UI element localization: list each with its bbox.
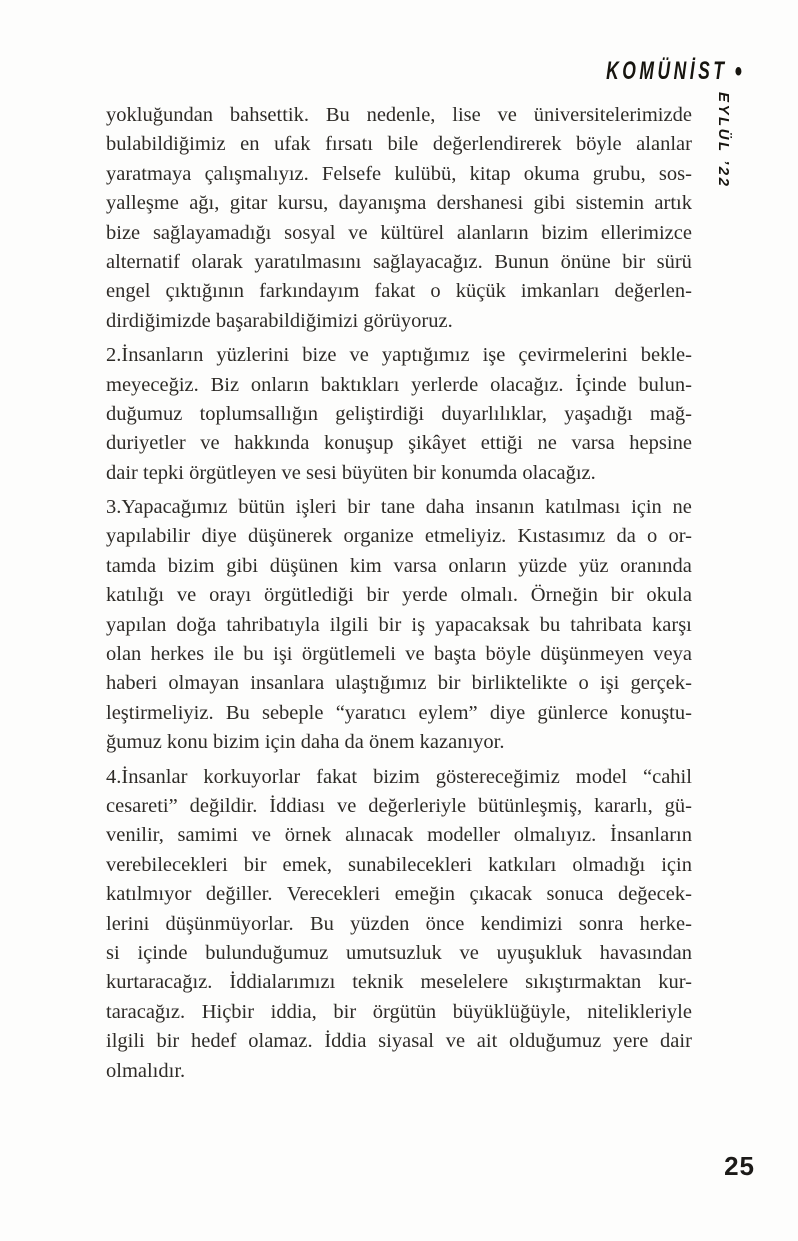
text-line: verebilecekleri bir emek, sunabilecekleri katkıları olmadığı için bbox=[106, 853, 692, 876]
text-line: ilgili bir hedef olamaz. İddia siyasal ve ait olduğumuz yere dair bbox=[106, 1030, 692, 1053]
paragraph bbox=[106, 763, 692, 1086]
text-line: meyeceğiz. Biz onların baktıkları yerlerde olacağız. İçinde bulun- bbox=[106, 373, 692, 396]
text-line: venilir, samimi ve örnek alınacak modeller olmalıyız. İnsanların bbox=[106, 824, 692, 847]
bullet-icon: • bbox=[734, 55, 742, 88]
text-line: yokluğundan bahsettik. Bu nedenle, lise ve üniversitelerimizde bbox=[106, 104, 692, 126]
issue-date-vertical: EYLÜL ’22 bbox=[715, 92, 732, 189]
text-line: tamda bizim gibi düşünen kim varsa onların yüzde yüz oranında bbox=[106, 554, 692, 577]
text-line: dair tepki örgütleyen ve sesi büyüten bir konumda olacağız. bbox=[106, 461, 596, 484]
text-line: yalleşme ağı, gitar kursu, dayanışma dershanesi gibi sistemin artık bbox=[106, 192, 692, 215]
text-line: kurtaracağız. İddialarımızı teknik meselelere sıkıştırmaktan kur- bbox=[106, 971, 692, 994]
text-line: yapılabilir diye düşünerek organize etmeliyiz. Kıstasımız da o or- bbox=[106, 525, 692, 548]
text-line: katılmıyor değiller. Verecekleri emeğin çıkacak sonuca değecek- bbox=[106, 883, 692, 906]
text-line: taracağız. Hiçbir iddia, bir örgütün büyüklüğüyle, nitelikleriyle bbox=[106, 1000, 692, 1023]
text-line: engel çıktığının farkındayım fakat o küçük imkanları değerlen- bbox=[106, 280, 692, 303]
text-line: olan herkes ile bu işi örgütlemeli ve başta böyle düşünmeyen veya bbox=[106, 643, 692, 666]
magazine-title: KOMÜNİST bbox=[606, 56, 728, 85]
page-header bbox=[606, 55, 742, 87]
text-line: 4.İnsanlar korkuyorlar fakat bizim göstereceğimiz model “cahil bbox=[106, 765, 692, 788]
text-line: haberi olmayan insanlara ulaştığımız bir birliktelikte o işi gerçek- bbox=[106, 672, 692, 695]
text-line: 3.Yapacağımız bütün işleri bir tane daha insanın katılması için ne bbox=[106, 496, 692, 519]
article-body bbox=[106, 101, 692, 1091]
text-line: yaratmaya çalışmalıyız. Felsefe kulübü, kitap okuma grubu, sos- bbox=[106, 162, 692, 185]
text-line: si içinde bulunduğumuz umutsuzluk ve uyuşukluk havasından bbox=[106, 941, 692, 964]
text-line: duriyetler ve hakkında konuşup şikâyet ettiği ne varsa hepsine bbox=[106, 432, 692, 455]
text-line: duğumuz toplumsallığın geliştirdiği duyarlılıklar, yaşadığı mağ- bbox=[106, 402, 692, 425]
text-line: leştirmeliyiz. Bu sebeple “yaratıcı eylem” diye günlerce konuştu- bbox=[106, 701, 692, 724]
text-line: lerini düşünmüyorlar. Bu yüzden önce kendimizi sonra herke- bbox=[106, 912, 692, 935]
paragraph bbox=[106, 101, 692, 336]
text-line: yapılan doğa tahribatıyla ilgili bir iş yapacaksak bu tahribata karşı bbox=[106, 613, 692, 636]
text-line: alternatif olarak yaratılmasını sağlayacağız. Bunun önüne bir sürü bbox=[106, 250, 692, 273]
text-line: cesareti” değildir. İddiası ve değerleriyle bütünleşmiş, kararlı, gü- bbox=[106, 794, 692, 817]
paragraph bbox=[106, 341, 692, 488]
text-line: olmalıdır. bbox=[106, 1059, 186, 1082]
text-line: dirdiğimizde başarabildiğimizi görüyoruz. bbox=[106, 309, 453, 332]
text-line: ğumuz konu bizim için daha da önem kazanıyor. bbox=[106, 731, 505, 754]
page-number: 25 bbox=[724, 1151, 755, 1181]
text-line: bulabildiğimiz en ufak fırsatı bile değerlendirerek böyle alanlar bbox=[106, 133, 692, 156]
text-line: bize sağlayamadığı sosyal ve kültürel alanların bizim ellerimizce bbox=[106, 221, 692, 244]
text-line: katılığı ve orayı örgütlediği bir yerde olmalı. Örneğin bir okula bbox=[106, 584, 692, 607]
text-line: 2.İnsanların yüzlerini bize ve yaptığımız işe çevirmelerini bekle- bbox=[106, 344, 692, 367]
paragraph bbox=[106, 493, 692, 758]
